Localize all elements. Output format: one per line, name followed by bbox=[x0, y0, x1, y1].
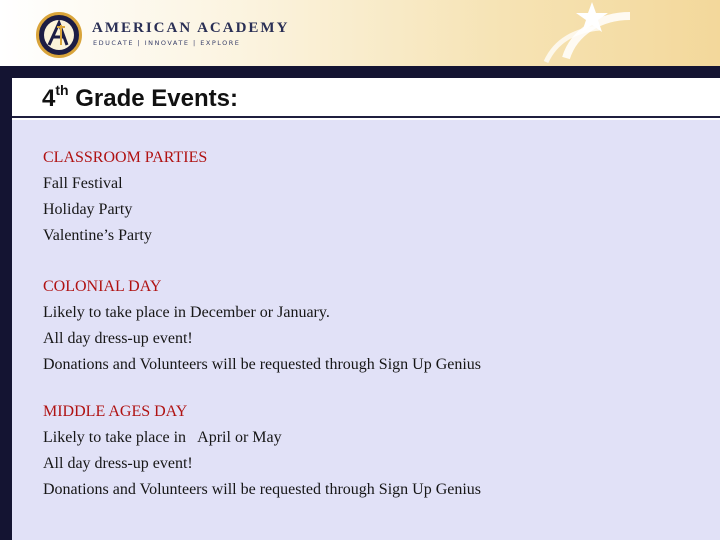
title-superscript: th bbox=[55, 82, 69, 98]
left-rail bbox=[0, 78, 12, 540]
section-line: Donations and Volunteers will be requested through Sign Up Genius bbox=[43, 481, 482, 498]
header-banner bbox=[0, 0, 720, 66]
section-line: Donations and Volunteers will be requested through Sign Up Genius bbox=[43, 356, 482, 373]
section-line: Valentine’s Party bbox=[43, 227, 152, 244]
section-line: Likely to take place in April or May bbox=[43, 429, 282, 446]
title-text: Grade Events: bbox=[68, 85, 238, 112]
header-divider-band bbox=[0, 66, 720, 78]
section-line: Holiday Party bbox=[43, 201, 133, 218]
section-line: All day dress-up event! bbox=[43, 330, 193, 347]
section-line: Fall Festival bbox=[43, 175, 123, 192]
shooting-star-icon bbox=[516, 0, 716, 66]
section-heading: COLONIAL DAY bbox=[43, 278, 162, 295]
title-number: 4 bbox=[42, 85, 56, 112]
logo-tagline: EDUCATE | INNOVATE | EXPLORE bbox=[93, 39, 241, 47]
page-title bbox=[42, 84, 238, 113]
title-bar bbox=[12, 78, 720, 118]
section-heading: MIDDLE AGES DAY bbox=[43, 403, 188, 420]
section-classroom-parties bbox=[43, 145, 703, 249]
content-panel bbox=[12, 120, 720, 540]
section-middle-ages-day bbox=[43, 399, 703, 503]
section-colonial-day bbox=[43, 274, 703, 378]
section-line: Likely to take place in December or January. bbox=[43, 304, 330, 321]
section-heading: CLASSROOM PARTIES bbox=[43, 149, 208, 166]
section-line: All day dress-up event! bbox=[43, 455, 193, 472]
academy-seal-icon bbox=[36, 12, 82, 58]
logo-name: AMERICAN ACADEMY bbox=[92, 20, 290, 36]
